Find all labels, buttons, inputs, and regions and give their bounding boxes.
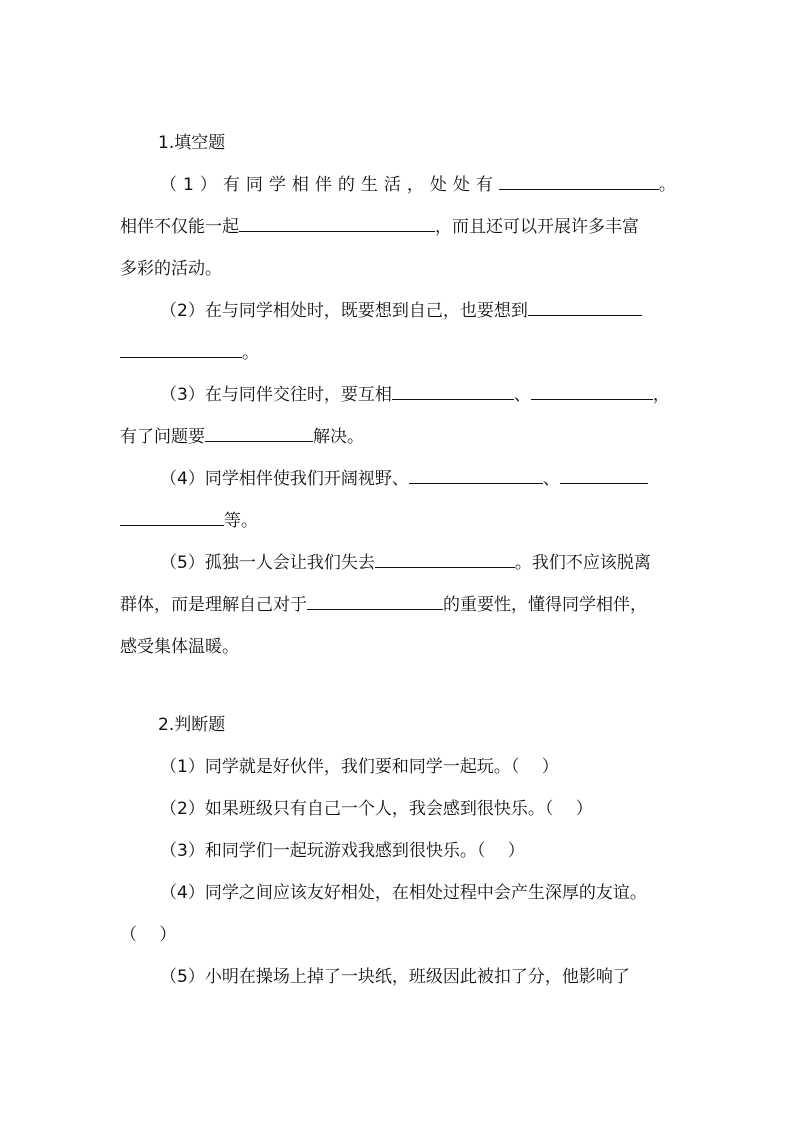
q5-line3: 感受集体温暖。: [120, 637, 239, 657]
tf-item-1: （1）同学就是好伙伴，我们要和同学一起玩。（ ）: [160, 757, 559, 777]
q3-blank-1[interactable]: [392, 383, 514, 400]
tf-item-4: （4）同学之间应该友好相处，在相处过程中会产生深厚的友谊。: [160, 883, 647, 903]
q3-text-b: 、: [513, 385, 531, 405]
q2-line1: [160, 299, 642, 323]
q4-line2: [120, 509, 258, 533]
section-title-fill-in: 1.填空题: [158, 133, 226, 153]
q1-text-a: （1）有同学相伴的生活，处处有: [160, 175, 499, 195]
tf-item-3: （3）和同学们一起玩游戏我感到很快乐。（ ）: [160, 841, 525, 861]
q3-text-c: ，: [652, 385, 670, 405]
q1-line2: [120, 215, 639, 239]
q3-line1: [160, 383, 670, 407]
q1-blank-1[interactable]: [499, 173, 659, 190]
q1-text-c: 相伴不仅能一起: [120, 217, 239, 237]
q4-blank-1[interactable]: [409, 467, 543, 484]
q3-text-e: 解决。: [313, 427, 364, 447]
q5-blank-1[interactable]: [375, 551, 515, 568]
q1-blank-2[interactable]: [239, 215, 435, 232]
q2-line2: [120, 341, 259, 365]
q2-blank-1b[interactable]: [120, 341, 242, 358]
q3-blank-3[interactable]: [205, 425, 313, 442]
tf-item-5: （5）小明在操场上掉了一块纸，班级因此被扣了分，他影响了: [160, 967, 630, 987]
q4-text-c: 等。: [224, 511, 258, 531]
q1-line3: 多彩的活动。: [120, 259, 222, 279]
q3-blank-2[interactable]: [531, 383, 653, 400]
q4-blank-2a[interactable]: [560, 467, 648, 484]
q4-line1: [160, 467, 648, 491]
q5-text-c: 群体，而是理解自己对于: [120, 595, 307, 615]
q3-line2: [120, 425, 364, 449]
q1-line1: [160, 173, 676, 197]
section-title-true-false: 2.判断题: [158, 715, 226, 735]
q3-text-d: 有了问题要: [120, 427, 205, 447]
q4-blank-2b[interactable]: [120, 509, 224, 526]
q5-text-b: 。我们不应该脱离: [514, 553, 651, 573]
q2-text-a: （2）在与同学相处时，既要想到自己，也要想到: [160, 301, 528, 321]
q5-text-a: （5）孤独一人会让我们失去: [160, 553, 375, 573]
q2-text-b: 。: [242, 343, 259, 363]
tf-item-4-paren[interactable]: （ ）: [120, 925, 177, 945]
q1-text-d: ，而且还可以开展许多丰富: [435, 217, 639, 237]
q3-text-a: （3）在与同伴交往时，要互相: [160, 385, 392, 405]
q4-text-a: （4）同学相伴使我们开阔视野、: [160, 469, 409, 489]
q2-blank-1a[interactable]: [528, 299, 642, 316]
q5-line2: [120, 593, 647, 617]
q5-blank-2[interactable]: [307, 593, 443, 610]
tf-item-2: （2）如果班级只有自己一个人，我会感到很快乐。（ ）: [160, 799, 593, 819]
q4-text-b: 、: [542, 469, 560, 489]
q1-text-b: 。: [658, 175, 676, 195]
q5-line1: [160, 551, 651, 575]
q5-text-d: 的重要性，懂得同学相伴，: [443, 595, 647, 615]
